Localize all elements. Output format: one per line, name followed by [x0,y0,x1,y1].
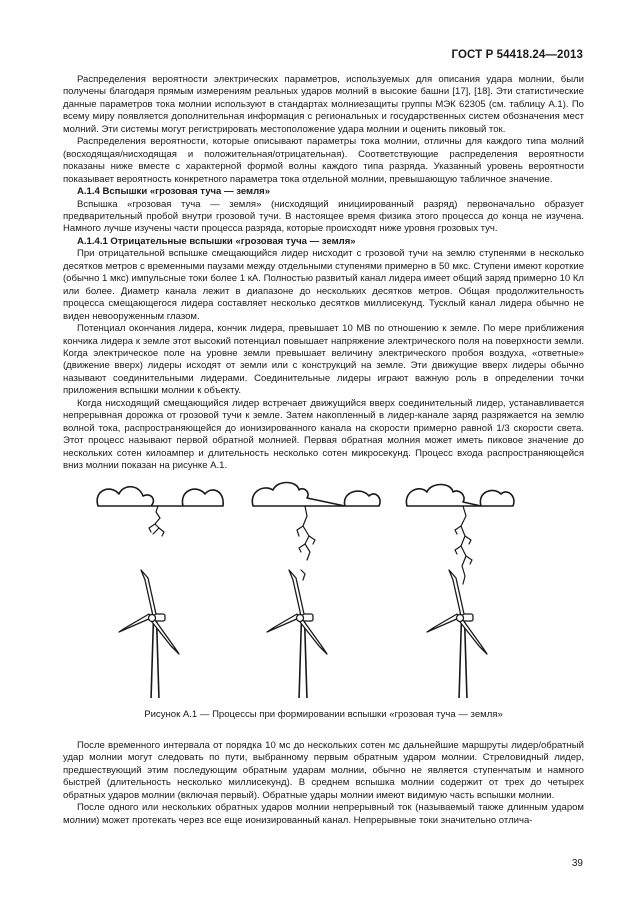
cloud-3 [406,485,514,507]
paragraph: Вспышка «грозовая туча — земля» (нисходящий инициированный разряд) первоначально образует предварительный пробой внутри грозовой тучи. В настоящее время физика этого процесса до конца не изучена. Намного лучше изучены части процесса разряда, которые происходят ниже уровня грозовых туч. [63,198,584,235]
cloud-2 [252,483,380,507]
return-stroke-3 [461,506,466,584]
paragraph: После временного интервала от порядка 10 мс до нескольких сотен мс дальнейшие маршруты лидер/обратный удар молнии могут следовать по пути, выбранному первым обратным ударом молнии. Стреловидный лидер, предшествующий этим последующим обратным ударам молнии, обычно не является ступенчатым и намного быстрей (длительность несколько миллисекунд). В среднем вспышка молнии содержит от трех до четырех обратных ударов молнии (включая первый). Обратные удары молнии имеют видимую часть вспышки молнии. [63,740,584,801]
paragraph: Распределения вероятности, которые описывают параметры тока молнии, отличны для каждого типа молний (восходящая/нисходящая и положительная/отрицательная). Соответствующие распределения вероятности показаны ниже вместе с характерной формой волны каждого типа разряда. Указанный уровень вероятности показывает вероятность конкретного параметра тока отдельной молнии, превышающую табличное значение. [63,136,584,185]
paragraph: При отрицательной вспышке смещающийся лидер нисходит с грозовой тучи на землю ступенями в несколько десятков метров с временными паузами между отдельными ступенями примерно в 50 мкс. Ступени имеют короткие (обычно 1 мкс) импульсные токи более 1 кА. Полностью развитый канал лидера имеет общий заряд примерно 10 Кл или более. Диаметр канала лежит в диапазоне до нескольких десятков метров. Общая продолжительность процесса смещающегося лидера составляет несколько десятков миллисекунд. Тусклый канал лидера обычно не виден невооруженным глазом. [63,248,584,322]
paragraph: Когда нисходящий смещающийся лидер встречает движущийся вверх соединительный лидер, устанавливается непрерывная дорожка от грозовой тучи к земле. Затем накопленный в лидер-канале заряд разряжается на землю волной тока, распространяющейся до ионизированного канала на скорости примерно равной 1/3 скорости света. Этот процесс называют первой обратной молнией. Первая обратная молния может иметь пиковое значение до нескольких сотен килоампер и длительность несколько сотен микросекунд. Процесс входа распространяющейся вниз молнии показан на рисунке А.1. [63,397,584,472]
section-heading: А.1.4 Вспышки «грозовая туча — земля» [77,186,271,198]
connecting-leader-2 [301,570,305,580]
scene-2 [252,483,380,699]
stepped-leader-2 [303,506,310,560]
paragraph: После одного или нескольких обратных ударов молнии непрерывный ток (называемый также длинным ударом молнии) может протекать через все еще ионизированный канал. Непрерывные токи значительно отлича- [63,802,584,826]
paragraph: Потенциал окончания лидера, кончик лидера, превышает 10 МВ по отношению к земле. По мере приближения кончика лидера к земле этот высокий потенциал повышает напряжение электрического поля на поверхности земли. Когда электрическое поле на уровне земли превышает величину электрического пробоя воздуха, «ответные» (движение вверх) лидеры исходят от земли или с конструкций на земле. Эти движущие вверх лидеры обычно называют соединительными лидерами. Соединительные лидеры играют важную роль в определении точки приложения вспышки молнии к объекту. [63,323,584,397]
body-text-top [63,74,584,473]
scene-1 [97,487,223,698]
scene-3 [406,485,514,699]
stepped-leader-1 [153,506,160,534]
figure-caption: Рисунок А.1 — Процессы при формировании вспышки «грозовая туча — земля» [144,709,503,720]
cloud-1 [97,487,223,506]
subsection-heading: А.1.4.1 Отрицательные вспышки «грозовая туча — земля» [77,235,356,247]
body-text-bottom [63,740,584,827]
page-number: 39 [571,858,583,869]
paragraph: Распределения вероятности электрических параметров, используемых для описания удара молнии, были получены благодаря прямым измерениям реальных ударов молний в высокие башни [17], [18]. Эти статистические данные параметров тока молнии используют в стандартах молниезащиты группы МЭК 62305 (см. таблицу А.1). По всему миру появляется дополнительная информация с региональных и государственных систем обозначения мест молний. Эти системы могут регистрировать местоположение удара молнии и оценить пиковый ток. [63,74,584,135]
lightning-process-figure [63,478,584,698]
standard-header: ГОСТ Р 54418.24—2013 [451,49,583,61]
